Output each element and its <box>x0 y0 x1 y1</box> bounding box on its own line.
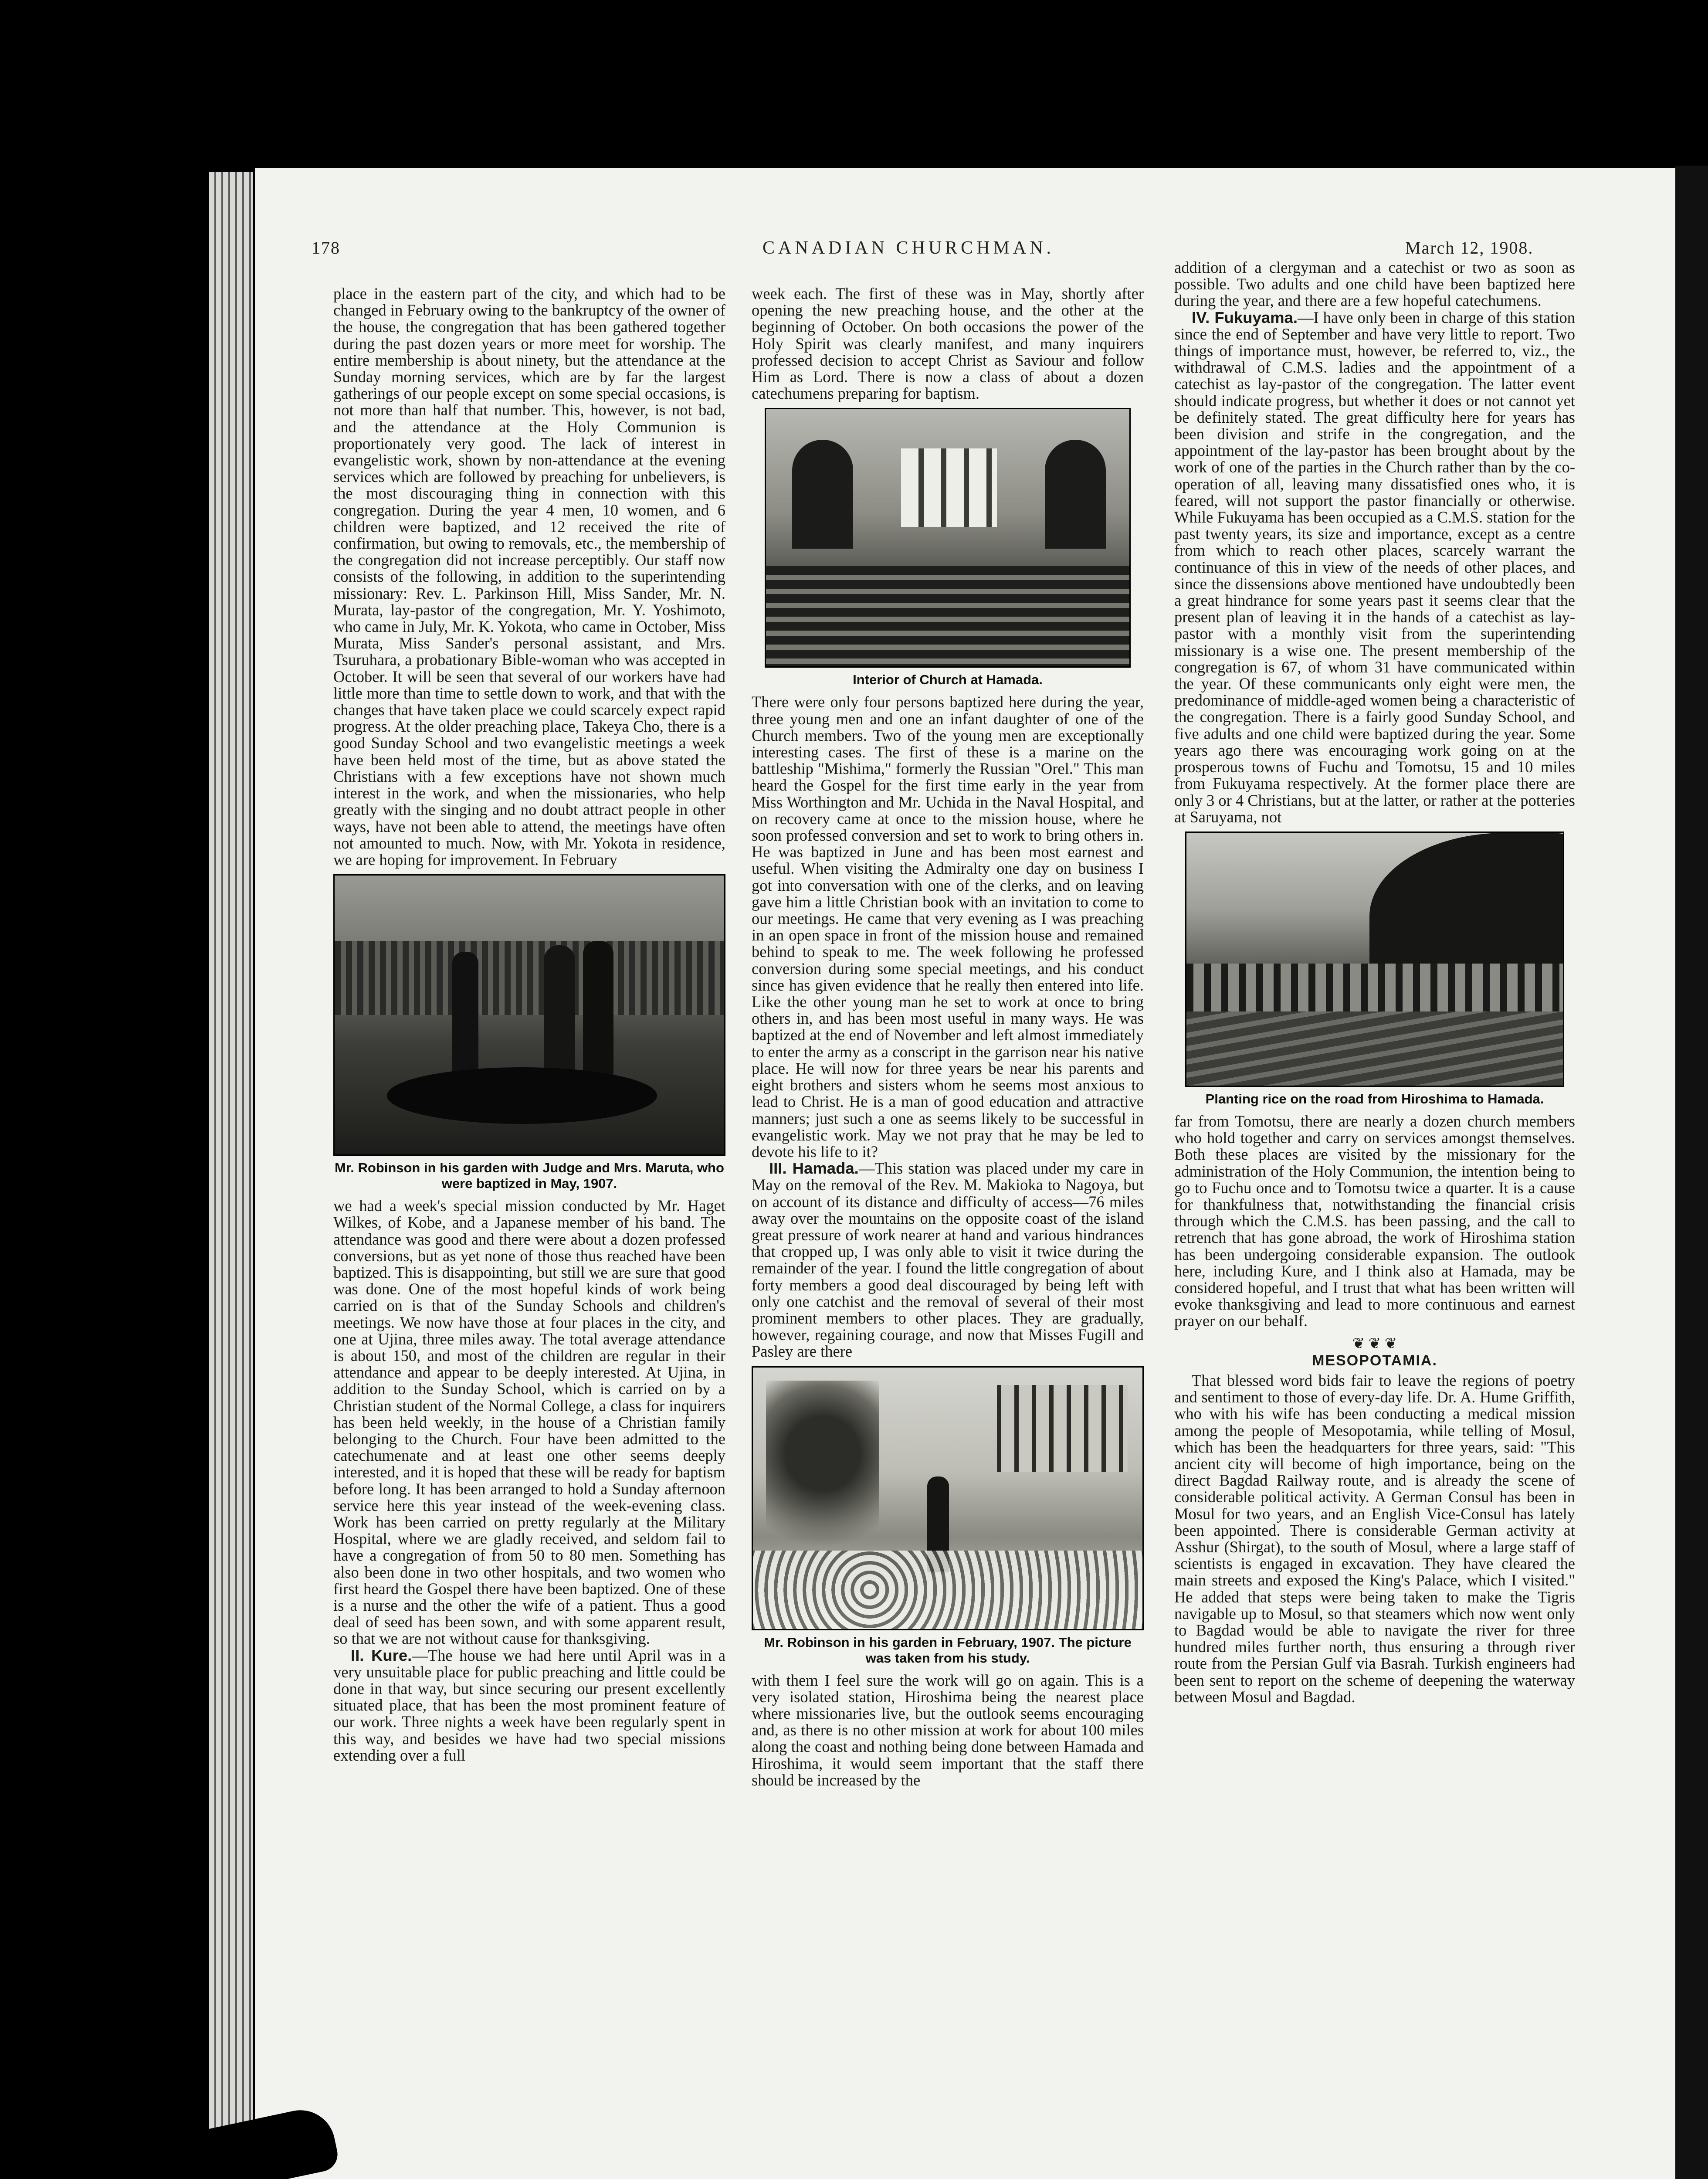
masthead: CANADIAN CHURCHMAN. <box>762 238 1055 258</box>
photo-caption: Interior of Church at Hamada. <box>853 672 1043 688</box>
scan-border <box>1675 166 1708 2179</box>
photo-garden-judge <box>333 874 725 1156</box>
paragraph: we had a week's special mission conducted by Mr. Haget Wilkes, of Kobe, and a Japanese member of his band. The attendance was good and there were about a dozen professed conversions, but as yet none of those thus reached have been baptized. This is disappointing, but still we are sure that good was done. One of the most hopeful kinds of work being carried on is that of the Sunday Schools and children's meetings. We now have those at four places in the city, and one at Ujina, three miles away. The total average attendance is about 150, and most of the children are regular in their attendance and appear to be deeply interested. At Ujina, in addition to the Sunday School, which is carried on by a Christian student of the Normal College, a class for inquirers has been held weekly, in the house of a Christian family belonging to the Church. Four have been admitted to the catechumenate and at least one other seems deeply interested, and it is hoped that these will be ready for baptism before long. It has been arranged to hold a Sunday afternoon service here this year instead of the week-evening class. Work has been carried on pretty regularly at the Military Hospital, where we are gladly received, and seldom fail to have a congregation of from 50 to 80 men. Something has also been done in two other hospitals, and two women who first heard the Gospel there have been baptized. One of these is a nurse and the other the wife of a patient. Thus a good deal of seed has been sown, and with some apparent result, so that we are not without cause for thanksgiving. <box>333 1197 725 1648</box>
figure-planting-rice <box>1174 832 1575 1107</box>
figure-garden-judge <box>333 874 725 1191</box>
paragraph: week each. The first of these was in May, shortly after opening the new preaching house, and the other at the beginning of October. On both occasions the power of the Holy Spirit was clearly manifest, and many inquirers professed decision to accept Christ as Saviour and follow Him as Lord. There is now a class of about a dozen catechumens preparing for baptism. <box>752 285 1144 403</box>
page-edges <box>209 172 253 2179</box>
column-2 <box>752 285 1144 1789</box>
section-ornament: ❦ ❦ ❦ <box>1352 1335 1397 1352</box>
column-3 <box>1174 259 1575 1705</box>
section-heading: II. Kure. <box>351 1646 412 1664</box>
newspaper-page <box>255 168 1675 2179</box>
photo-caption: Mr. Robinson in his garden in February, 1907. The picture was taken from his study. <box>764 1634 1132 1666</box>
photo-caption: Mr. Robinson in his garden with Judge and Mrs. Maruta, who were baptized in May, 1907. <box>335 1160 724 1191</box>
page-number: 178 <box>312 238 340 258</box>
paragraph: with them I feel sure the work will go on again. This is a very isolated station, Hiroshima being the nearest place where missionaries live, but the outlook seems encouraging and, as there is no other mission at work for about 100 miles along the coast and nothing being done between Hamada and Hiroshima, it would seem important that the staff there should be increased by the <box>752 1671 1144 1789</box>
paragraph: addition of a clergyman and a catechist or two as soon as possible. Two adults and one child have been baptized here during the year, and there are a few hopeful catechumens. <box>1174 258 1575 310</box>
photo-church-interior <box>765 408 1131 668</box>
section-heading: III. Hamada. <box>769 1159 859 1178</box>
photo-garden-february <box>752 1366 1144 1630</box>
paragraph: —This station was placed under my care in May on the removal of the Rev. M. Makioka to Nagoya, but on account of its distance and difficulty of access—76 miles away over the mountains on the opposite coast of the island great pressure of work nearer at hand and various hindrances that cropped up, I was only able to visit it twice during the remainder of the year. I found the little congregation of about forty members a good deal discouraged by being left with only one catchist and the removal of several of their most prominent members to other places. They are gradually, however, regaining courage, and now that Misses Fugill and Pasley are there <box>752 1159 1144 1361</box>
figure-garden-february <box>752 1366 1144 1666</box>
paragraph: —The house we had here until April was in a very unsuitable place for public preaching and little could be done in that way, but since securing our present excellently situated place, that has been the most prominent feature of our work. Three nights a week have been regularly spent in this way, and besides we have had two special missions extending over a full <box>333 1646 725 1764</box>
figure-church-interior <box>752 408 1144 688</box>
paragraph: —I have only been in charge of this station since the end of September and have very little to report. Two things of importance must, however, be referred to, viz., the withdrawal of C.M.S. ladies and the appointment of a catechist as lay-pastor of the congregation. The latter event should indicate progress, but whether it does or not cannot yet be definitely stated. The great difficulty here for years has been division and strife in the congregation, and the appointment of the lay-pastor has been brought about by the work of one of the parties in the Church rather than by the co-operation of all, leaving many dissatisfied ones who, it is feared, will not support the pastor financially or otherwise. While Fukuyama has been occupied as a C.M.S. station for the past twenty years, its size and importance, except as a centre from which to reach other places, scarcely warrant the continuance of this in view of the needs of other places, and since the dissensions above mentioned have undoubtedly been a great hindrance for some years past it seems clear that the present plan of leaving it in the hands of a catechist as lay-pastor with a monthly visit from the superintending missionary is a wise one. The present membership of the congregation is 67, of whom 31 have communicated within the year. Of these communicants only eight were men, the predominance of middle-aged women being a characteristic of the congregation. There is a fairly good Sunday School, and five adults and one child were baptized during the year. Some years ago there was encouraging work going on at the prosperous towns of Fuchu and Tomotsu, 15 and 10 miles from Fukuyama respectively. At the former place there are only 3 or 4 Christians, but at the latter, or rather at the potteries at Saruyama, not <box>1174 308 1575 826</box>
paragraph: far from Tomotsu, there are nearly a dozen church members who hold together and carry on services amongst themselves. Both these places are visited by the missionary for the administration of the Holy Communion, the intention being to go to Fuchu once and to Tomotsu twice a quarter. It is a cause for thankfulness that, notwithstanding the financial crisis through which the C.M.S. has been passing, and the call to retrench that has gone abroad, the work of Hiroshima station has been undergoing considerable expansion. The outlook here, including Kure, and I think also at Hamada, may be considered hopeful, and I trust that what has been written will evoke thanksgiving and lead to more continuous and earnest prayer on our behalf. <box>1174 1112 1575 1330</box>
paragraph: That blessed word bids fair to leave the regions of poetry and sentiment to those of every-day life. Dr. A. Hume Griffith, who with his wife has been conducting a medical mission among the people of Mesopotamia, while telling of Mosul, which has been the headquarters for three years, said: "This ancient city will become of high importance, being on the direct Bagdad Railway route, and is already the scene of considerable political activity. A German Consul has been in Mosul for two years, and an English Vice-Consul has lately been appointed. There is considerable German activity at Asshur (Shirgat), to the south of Mosul, where a large staff of scientists is engaged in excavation. They have cleared the main streets and exposed the King's Palace, which I visited." He added that steps were being taken to make the Tigris navigable up to Mosul, so that steamers which now went only to Bagdad would be able to navigate the river for three hundred miles further north, thus ensuring a through river route from the Persian Gulf via Basrah. Turkish engineers had been sent to report on the scheme of deepening the waterway between Mosul and Bagdad. <box>1174 1371 1575 1706</box>
section-title: MESOPOTAMIA. <box>1312 1352 1437 1369</box>
column-1 <box>333 285 725 1764</box>
photo-caption: Planting rice on the road from Hiroshima to Hamada. <box>1205 1091 1544 1106</box>
photo-planting-rice <box>1185 832 1564 1087</box>
issue-date: March 12, 1908. <box>1405 238 1534 258</box>
paragraph: place in the eastern part of the city, and which had to be changed in February owing to the bankruptcy of the owner of the house, the congregation that has been gathered together during the past dozen years or more meet for worship. The entire membership is about ninety, but the attendance at the Sunday morning services, which are by far the largest gatherings of our people except on some special occasions, is not more than half that number. This, however, is not bad, and the attendance at the Holy Communion is proportionately very good. The lack of interest in evangelistic work, shown by non-attendance at the evening services which are followed by preaching for unbelievers, is the most discouraging thing in connection with this congregation. During the year 4 men, 10 women, and 6 children were baptized, and 12 received the rite of confirmation, but owing to removals, etc., the membership of the congregation did not increase perceptibly. Our staff now consists of the following, in addition to the superintending missionary: Rev. L. Parkinson Hill, Miss Sander, Mr. N. Murata, lay-pastor of the congregation, Mr. Y. Yoshimoto, who came in July, Mr. K. Yokota, who came in October, Miss Murata, Miss Sander's personal assistant, and Mrs. Tsuruhara, a probationary Bible-woman who was accepted in October. It will be seen that several of our workers have had little more than time to settle down to work, and that with the changes that have taken place we could scarcely expect rapid progress. At the older preaching place, Takeya Cho, there is a good Sunday School and two evangelistic meetings a week have been held most of the time, but as above stated the Christians with a few exceptions have not shown much interest in the work, and when the missionaries, who help greatly with the singing and no doubt attract people in other ways, have not been able to attend, the meetings have often not amounted to much. Now, with Mr. Yokota in residence, we are hoping for improvement. In February <box>333 285 725 869</box>
paragraph: There were only four persons baptized here during the year, three young men and one an infant daughter of one of the Church members. Two of the young men are exceptionally interesting cases. The first of these is a marine on the battleship "Mishima," formerly the Russian "Orel." This man heard the Gospel for the first time early in the year from Miss Worthington and Mr. Uchida in the Naval Hospital, and on recovery came at once to the mission house, where he soon professed conversion and set to work to bring others in. He was baptized in June and has been most earnest and useful. When visiting the Admiralty one day on business I got into conversation with one of the clerks, and on leaving gave him a little Christian book with an invitation to come to our meetings. He came that very evening as I was preaching in an open space in front of the mission house and remained behind to speak to me. The week following he professed conversion during some special meetings, and his conduct since has given evidence that he really then entered into life. Like the other young man he set to work at once to bring others in, and has been most useful in many ways. He was baptized at the end of November and left almost immediately to enter the army as a conscript in the garrison near his native place. He will now for three years be near his parents and eight brothers and sisters whom he seems most anxious to lead to Christ. He is a man of good education and attractive manners; just such a one as seems likely to be successful in evangelistic work. May we not pray that he may be led to devote his life to it? <box>752 693 1144 1161</box>
section-heading: IV. Fukuyama. <box>1192 308 1298 326</box>
